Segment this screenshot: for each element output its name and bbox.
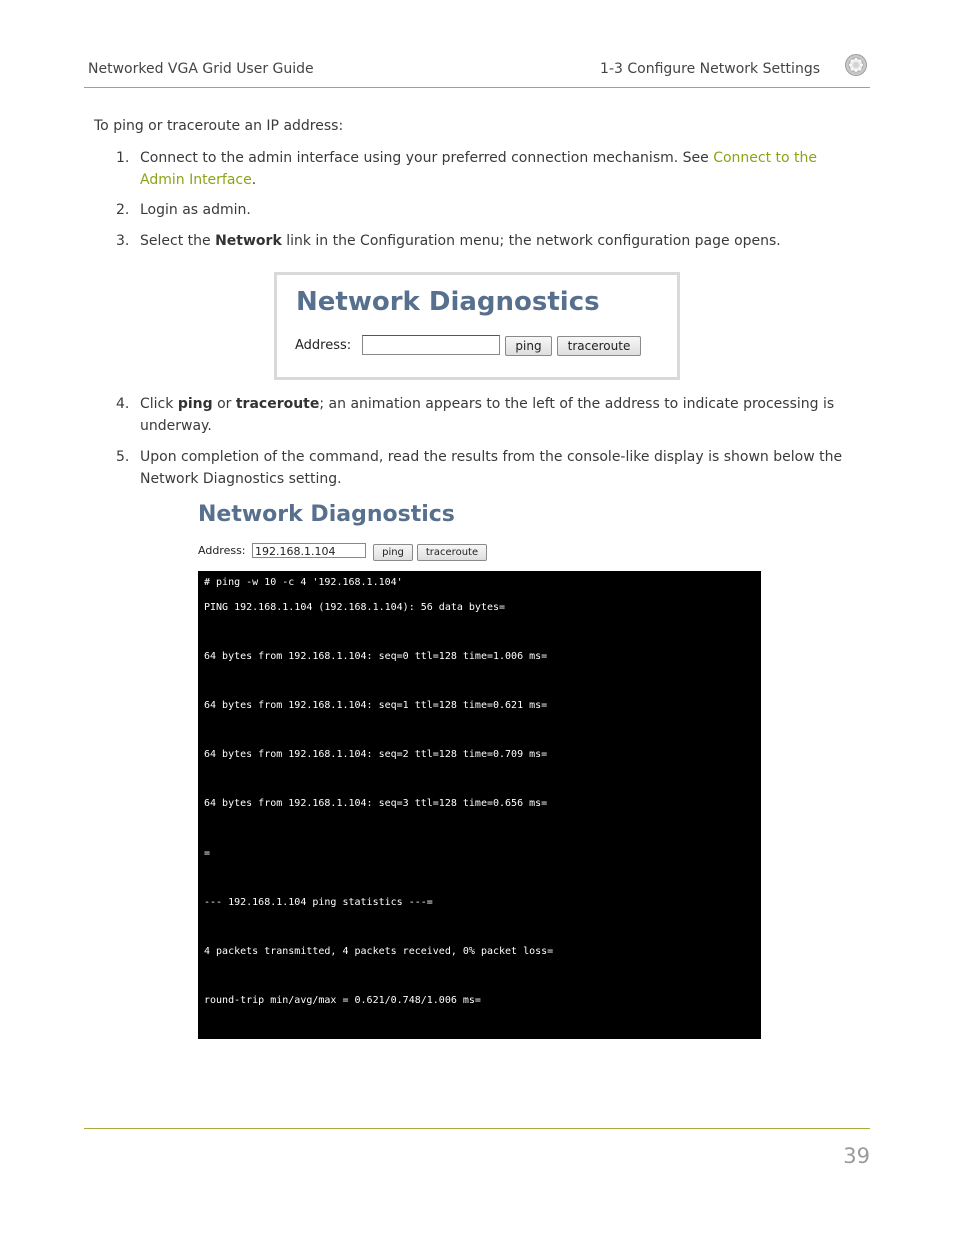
page-header (84, 50, 870, 88)
step-number: 4. (116, 396, 130, 412)
step-text: Click (140, 396, 178, 412)
traceroute-term: traceroute (235, 396, 320, 412)
diagnostics-title: Network Diagnostics (296, 287, 600, 317)
step-text: Select the (140, 233, 216, 249)
network-term: Network (215, 233, 282, 249)
ping-term: ping (177, 396, 213, 412)
console-line: 64 bytes from 192.168.1.104: seq=3 ttl=128 time=0.656 ms= (204, 798, 548, 809)
step-text-end: link in the Configuration menu; the network configuration page opens. (281, 233, 781, 249)
network-diagnostics-results-screenshot (198, 500, 762, 1040)
address-input[interactable]: 192.168.1.104 (252, 543, 366, 558)
document-title: Networked VGA Grid User Guide (88, 61, 314, 77)
step-text: Login as admin. (140, 202, 251, 218)
step-text-end: ; an animation appears to the left of the address to indicate processing is underway. (140, 396, 835, 434)
address-label: Address: (198, 544, 246, 557)
traceroute-button[interactable]: traceroute (417, 544, 487, 561)
console-line: # ping -w 10 -c 4 '192.168.1.104' (204, 577, 403, 588)
diagnostics-title: Network Diagnostics (198, 502, 455, 527)
step-text-end: . (251, 172, 257, 188)
console-line: round-trip min/avg/max = 0.621/0.748/1.006 ms= (204, 995, 481, 1006)
step-text: Upon completion of the command, read the results from the console-like display is shown below the Network Diagnostics setting. (140, 449, 843, 487)
console-line: 64 bytes from 192.168.1.104: seq=0 ttl=128 time=1.006 ms= (204, 651, 548, 662)
console-line: 64 bytes from 192.168.1.104: seq=2 ttl=128 time=0.709 ms= (204, 749, 548, 760)
console-line: 64 bytes from 192.168.1.104: seq=1 ttl=128 time=0.621 ms= (204, 700, 548, 711)
console-line: = (204, 848, 211, 859)
step-number: 3. (116, 233, 130, 249)
step-text-mid: or (212, 396, 236, 412)
network-diagnostics-screenshot (274, 272, 680, 380)
console-line: PING 192.168.1.104 (192.168.1.104): 56 data bytes= (204, 602, 506, 613)
address-label: Address: (295, 338, 352, 353)
address-input[interactable] (362, 335, 500, 355)
step-text: Connect to the admin interface using your preferred connection mechanism. See (140, 150, 714, 166)
console-line: --- 192.168.1.104 ping statistics ---= (204, 897, 433, 908)
gear-logo-icon (845, 54, 867, 76)
console-line: 4 packets transmitted, 4 packets received, 0% packet loss= (204, 946, 554, 957)
step-number: 5. (116, 449, 130, 465)
page-number: 39 (843, 1144, 870, 1168)
step-number: 1. (116, 150, 130, 166)
ping-button[interactable]: ping (373, 544, 413, 561)
admin-interface-link[interactable]: Connect to the Admin Interface (140, 150, 818, 188)
console-output (198, 571, 761, 1039)
ping-button[interactable]: ping (505, 336, 552, 356)
traceroute-button[interactable]: traceroute (557, 336, 641, 356)
step-number: 2. (116, 202, 130, 218)
footer-divider (84, 1128, 870, 1129)
intro-text: To ping or traceroute an IP address: (94, 118, 344, 134)
section-title: 1-3 Configure Network Settings (600, 61, 820, 77)
